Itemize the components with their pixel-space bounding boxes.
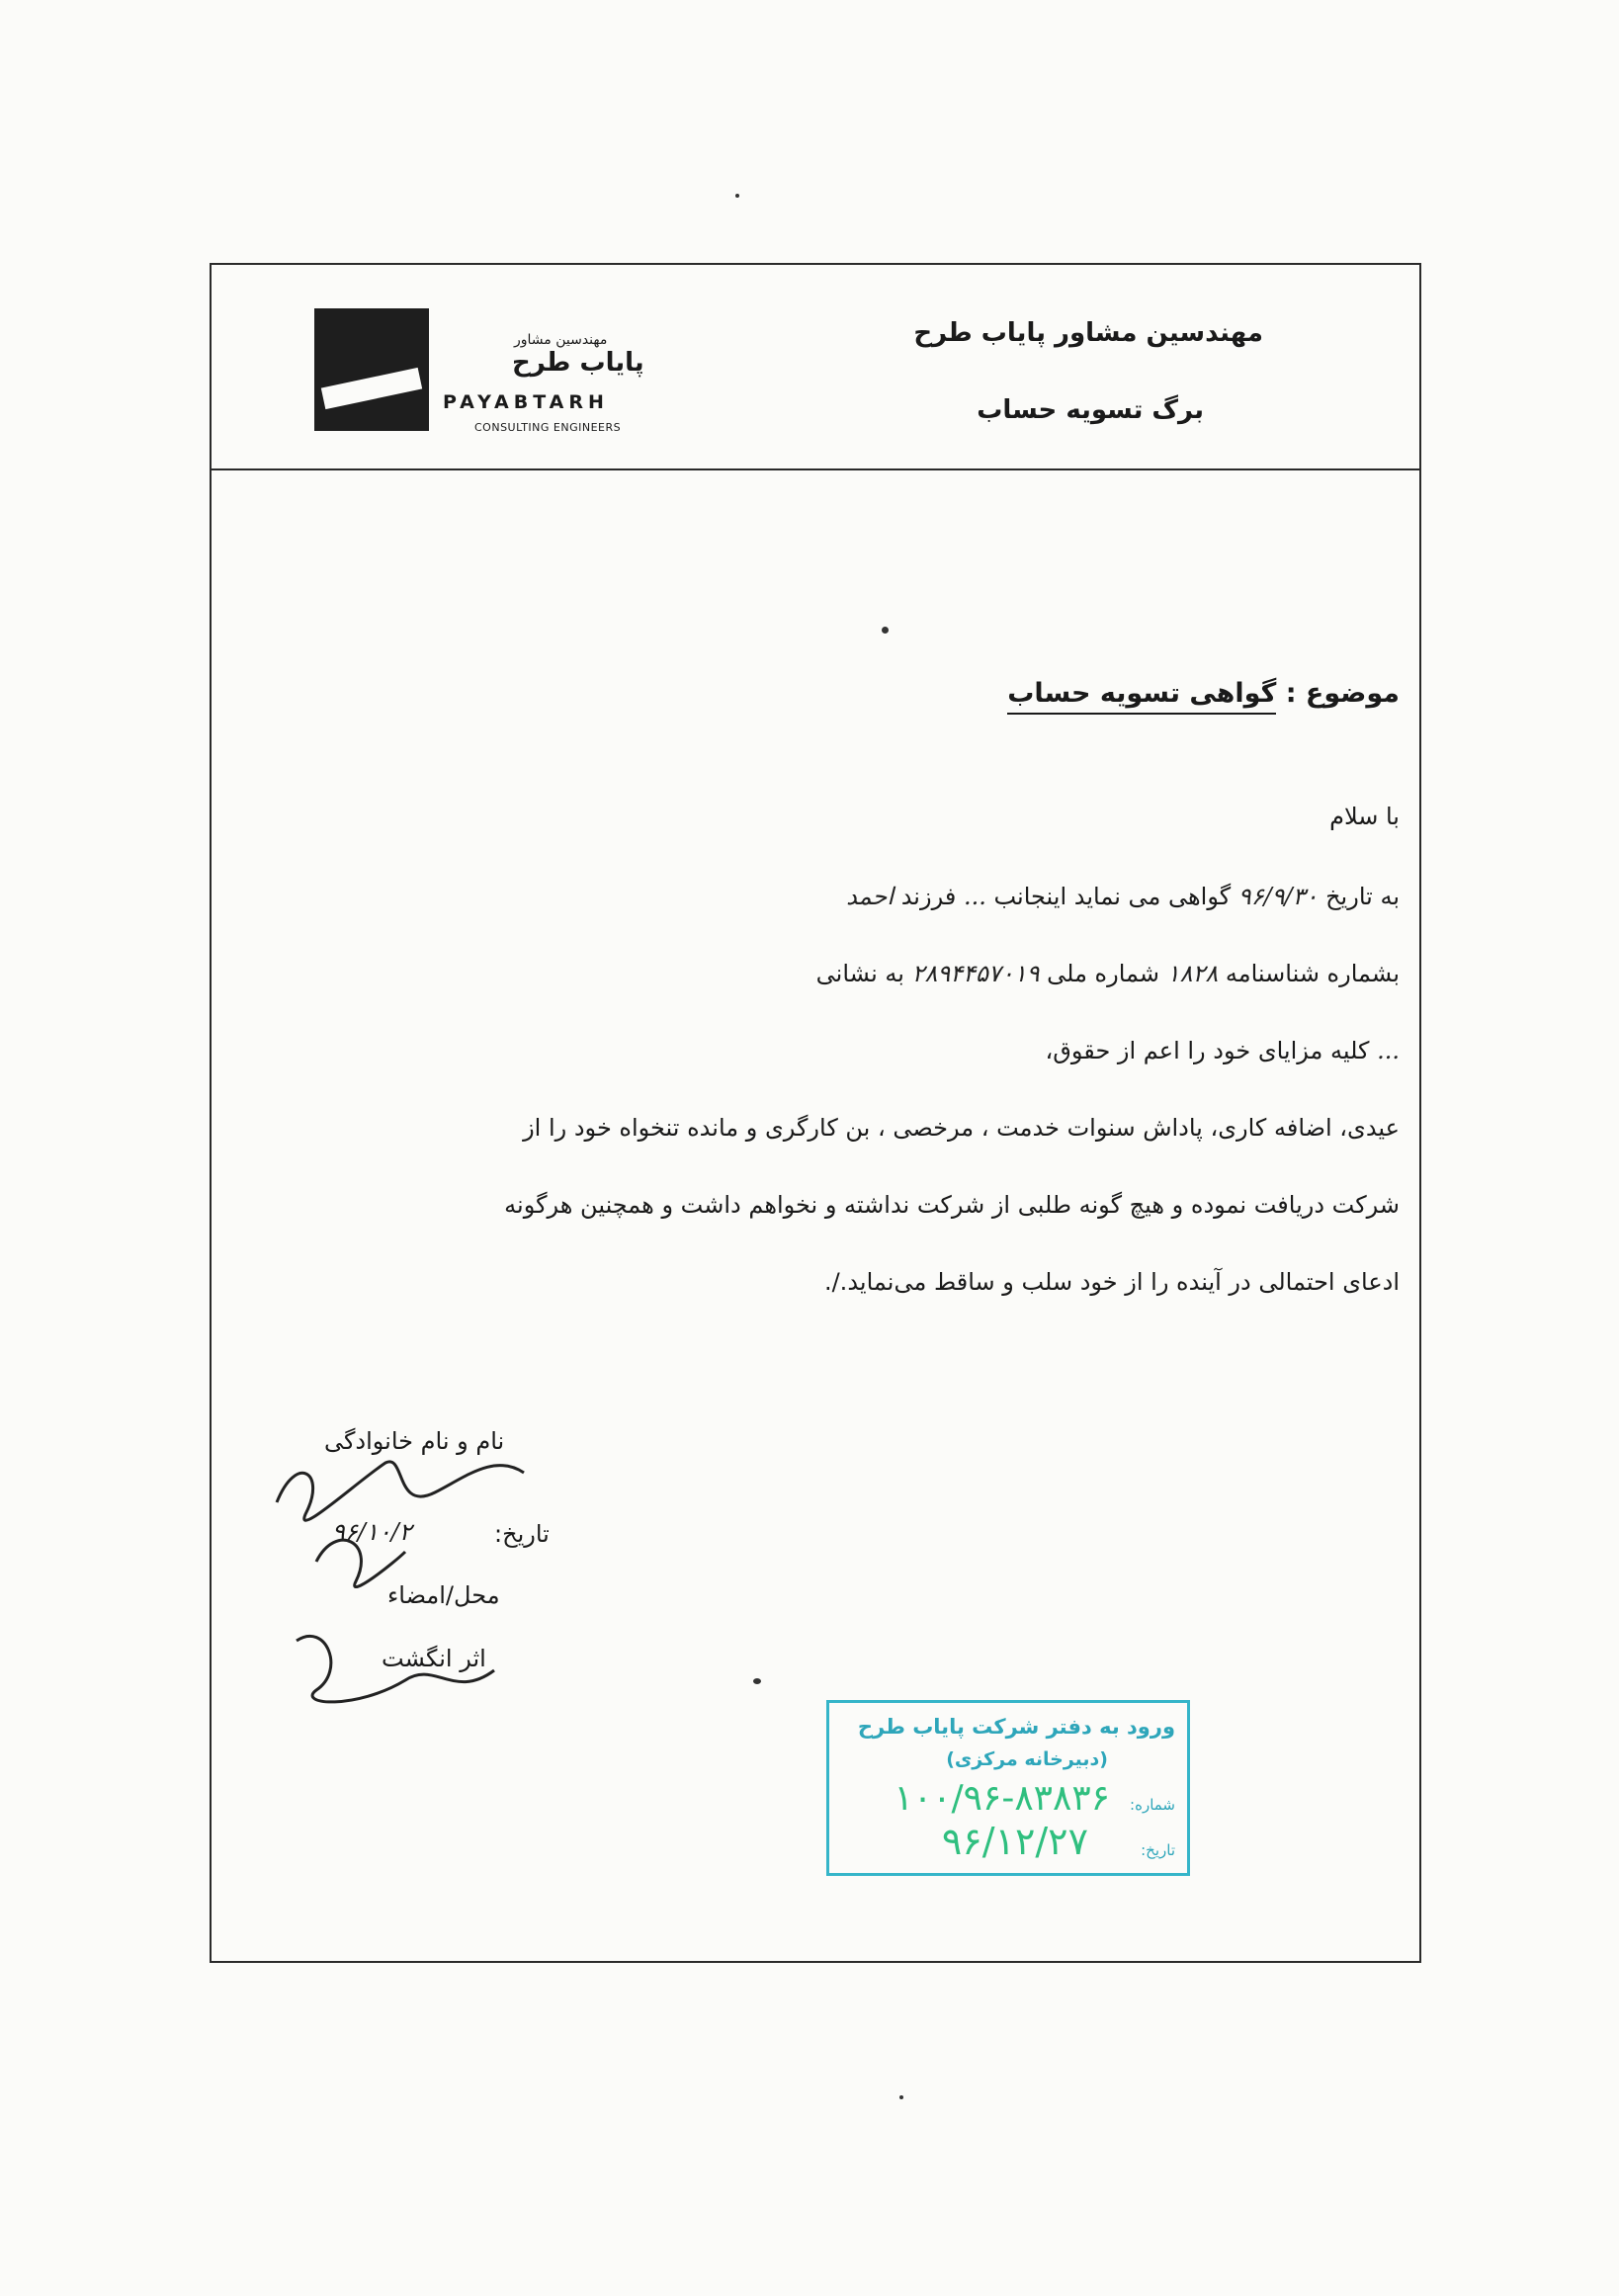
header-divider xyxy=(210,468,1421,470)
scan-speck xyxy=(882,627,889,634)
logo-stripe xyxy=(321,368,422,409)
certificate-body xyxy=(283,858,1400,1320)
subject-label: موضوع : xyxy=(1285,678,1400,709)
person-name: ... xyxy=(963,883,986,910)
signature-place-label: محل/امضاء xyxy=(387,1581,500,1609)
stamp-subtitle: (دبیرخانه مرکزی) xyxy=(946,1748,1108,1770)
form-title: برگ تسویه حساب xyxy=(977,395,1204,425)
name-label: نام و نام خانوادگی xyxy=(324,1427,505,1455)
scan-speck xyxy=(899,2095,903,2099)
fingerprint-label: اثر انگشت xyxy=(382,1645,486,1672)
company-logo xyxy=(314,308,429,431)
benefits-text: کلیه مزایای خود را اعم از حقوق، xyxy=(1045,1037,1370,1064)
logo-english-name: PAYABTARH xyxy=(443,391,609,413)
handwritten-signature xyxy=(237,1443,593,1779)
national-id-value: ۲۸۹۴۴۵۷۰۱۹ xyxy=(911,960,1040,987)
logo-persian-name: پایاب طرح xyxy=(512,348,644,378)
national-id-label: شماره ملی xyxy=(1047,960,1160,987)
scan-speck xyxy=(753,1678,761,1684)
registration-stamp xyxy=(826,1700,1190,1876)
stamp-number-label: شماره: xyxy=(1130,1796,1175,1814)
id-number-value: ۱۸۲۸ xyxy=(1166,960,1219,987)
stamp-date-label: تاریخ: xyxy=(1141,1841,1175,1859)
body-line-4: عیدی، اضافه کاری، پاداش سنوات خدمت ، مرخصی ، بن کارگری و مانده تنخواه خود را از xyxy=(523,1114,1400,1142)
scan-speck xyxy=(735,194,739,198)
body-line-6: ادعای احتمالی در آینده را از خود سلب و ساقط می‌نماید./. xyxy=(823,1268,1400,1296)
address-label: به نشانی xyxy=(815,960,904,987)
address-value: ... xyxy=(1377,1037,1400,1064)
stamp-date: ۹۶/۱۲/۲۷ xyxy=(941,1820,1088,1863)
greeting: با سلام xyxy=(1329,803,1400,830)
subject-value: گواهی تسویه حساب xyxy=(1007,678,1276,715)
stamp-title: ورود به دفتر شرکت پایاب طرح xyxy=(857,1715,1175,1739)
certify-text: گواهی می نماید اینجانب xyxy=(993,883,1232,910)
logo-english-tagline: CONSULTING ENGINEERS xyxy=(474,421,622,434)
date-value: ۹۶/۹/۳۰ xyxy=(1237,883,1319,910)
stamp-number: ۱۰۰/۹۶-۸۳۸۳۶ xyxy=(894,1778,1110,1819)
signature-date-label: تاریخ: xyxy=(494,1520,550,1548)
date-prefix: به تاریخ xyxy=(1325,883,1400,910)
subject-line xyxy=(1007,678,1400,709)
signature-date-value: ۹۶/۱۰/۲ xyxy=(332,1518,412,1546)
logo-persian-tagline: مهندسین مشاور xyxy=(514,332,608,348)
id-number-label: بشماره شناسنامه xyxy=(1225,960,1400,987)
child-of-label: فرزند xyxy=(900,883,957,910)
father-name: احمد xyxy=(846,883,895,910)
body-line-5: شرکت دریافت نموده و هیچ گونه طلبی از شرکت نداشته و نخواهم داشت و همچنین هرگونه xyxy=(504,1191,1400,1219)
company-name: مهندسین مشاور پایاب طرح xyxy=(913,318,1263,348)
